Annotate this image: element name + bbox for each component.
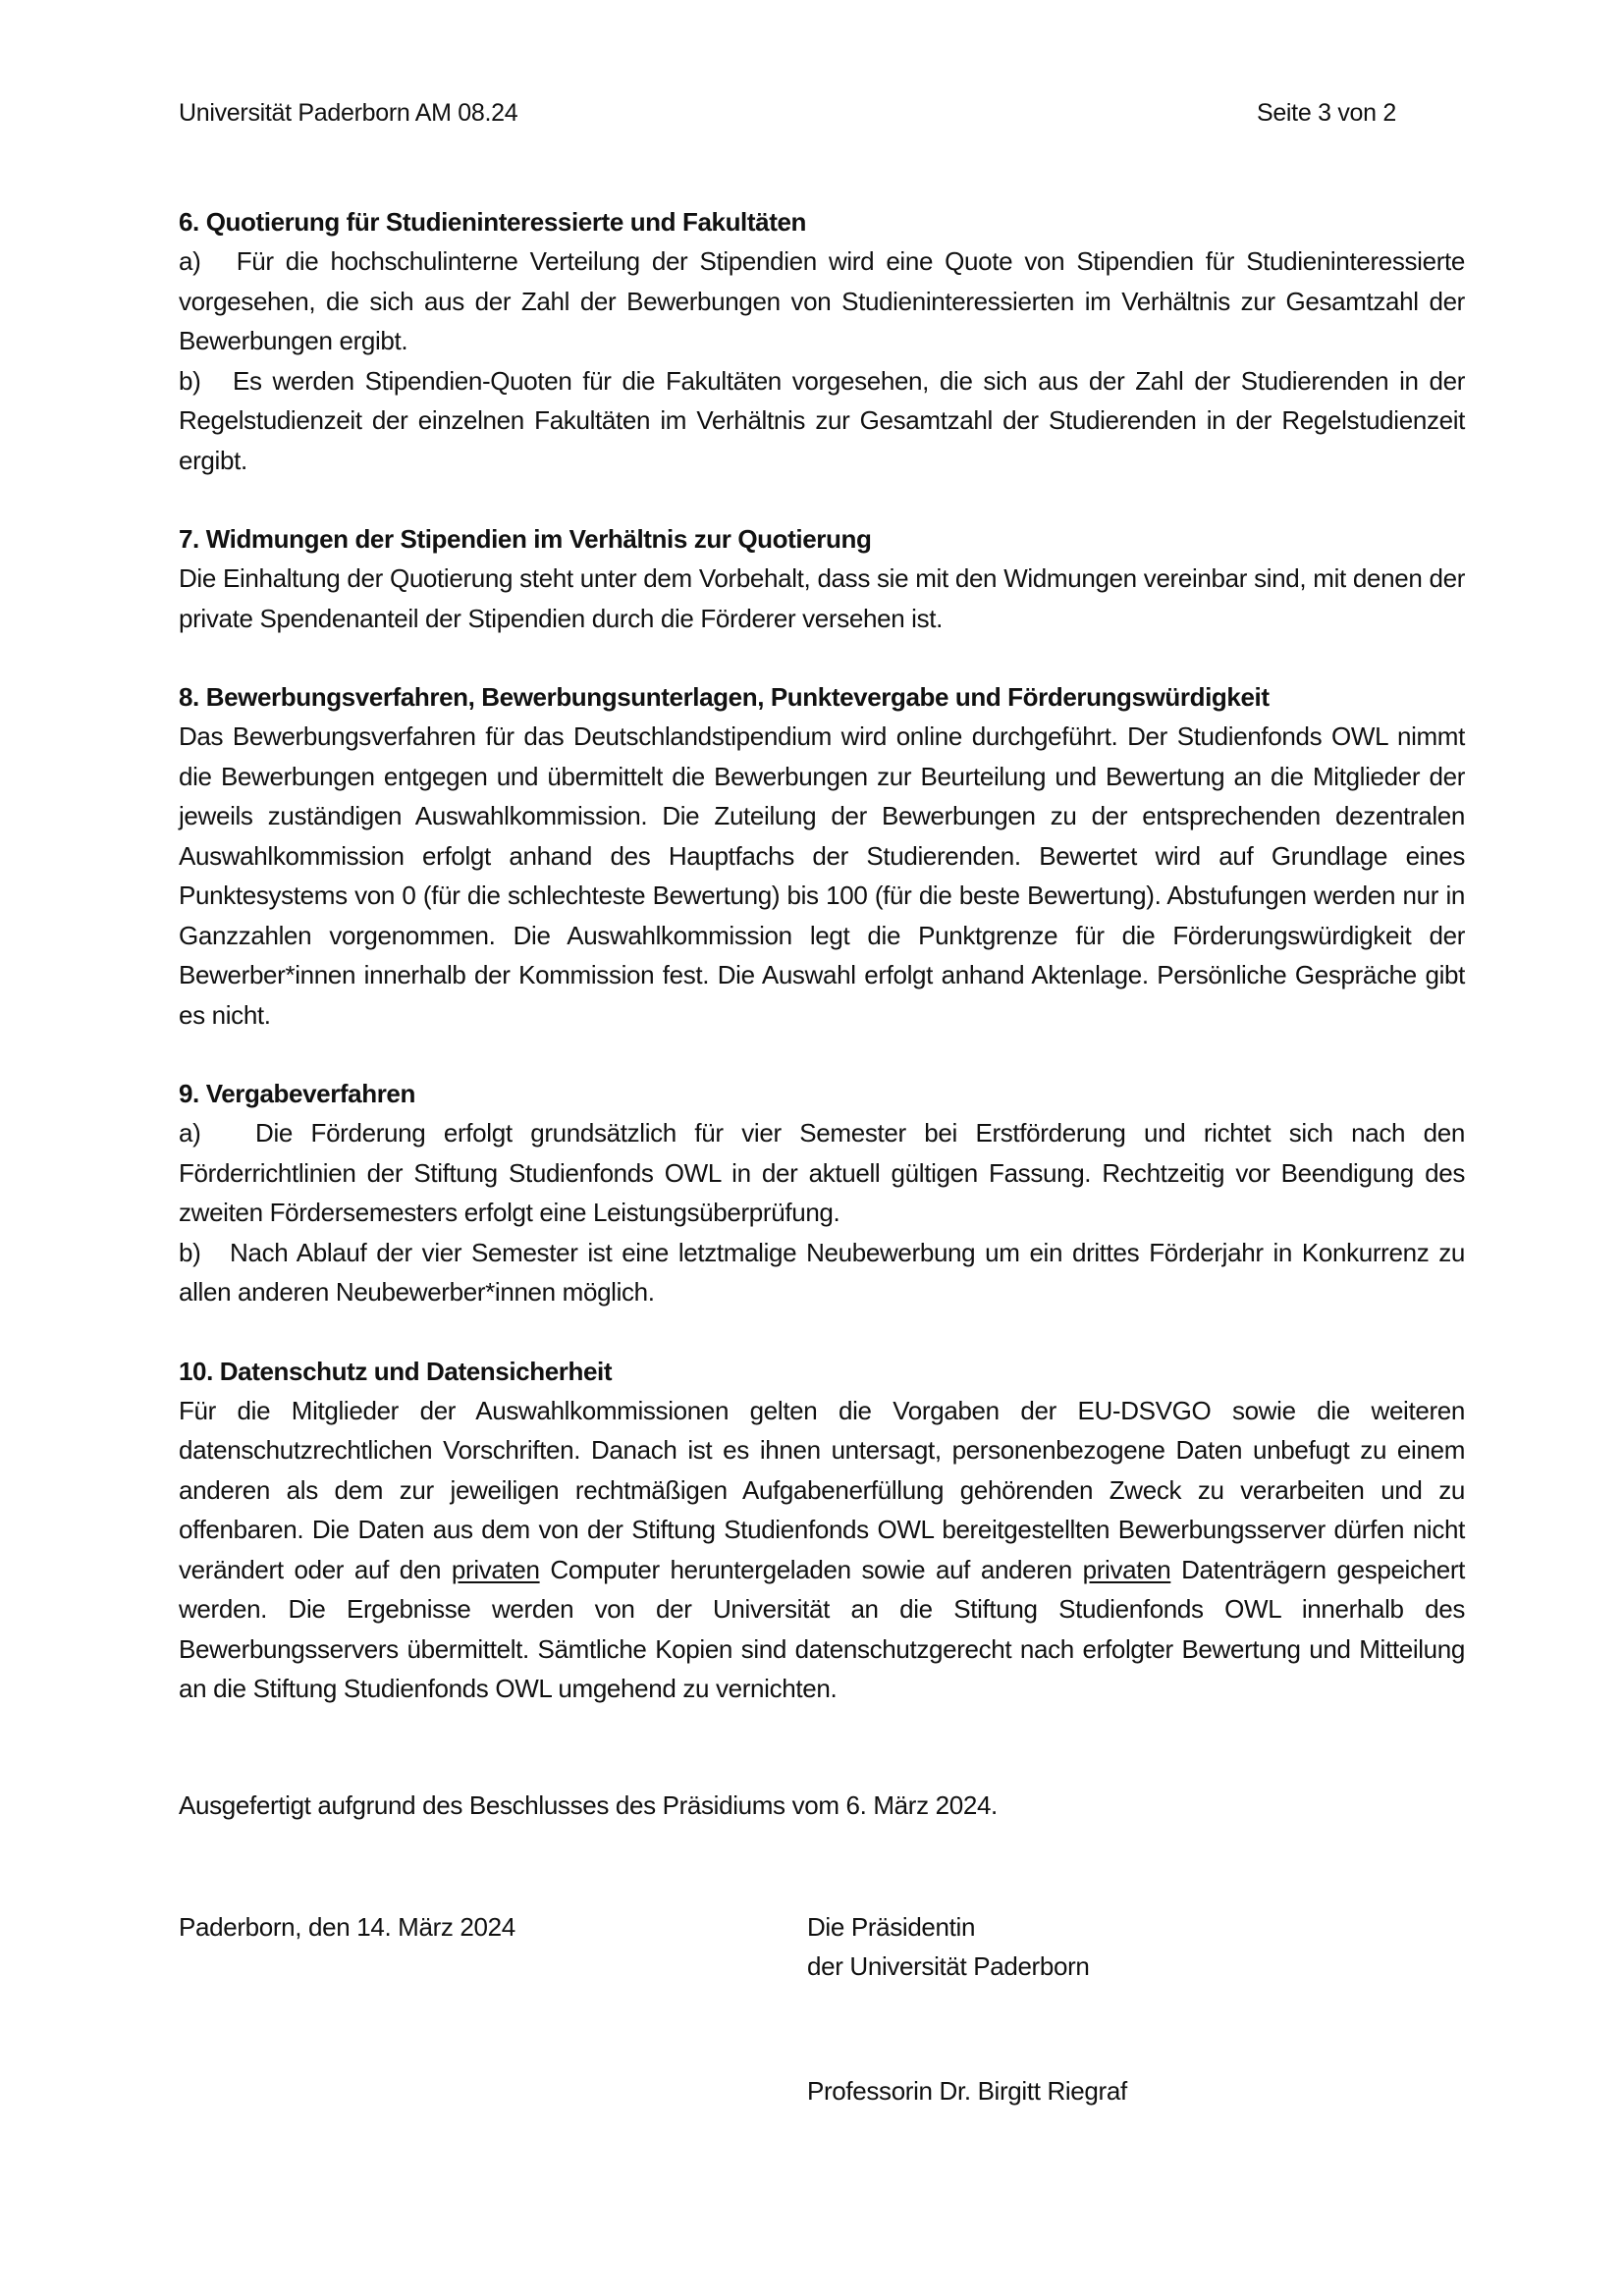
section-6-paragraph-a: a) Für die hochschulinterne Verteilung der Stipendien wird eine Quote von Stipendien für Studieninteressierte vorgesehen, die sich aus der Zahl der Bewerbungen von Studieninteressierten im Verhältnis zur Gesamtzahl der Bewerbungen ergibt. — [179, 246, 1465, 355]
section-10-underlined-privaten-2: privaten — [1082, 1554, 1171, 1584]
place-and-date: Paderborn, den 14. März 2024 — [179, 1912, 515, 1942]
signatory-title-line-2: der Universität Paderborn — [807, 1951, 1090, 1981]
section-7-paragraph: Die Einhaltung der Quotierung steht unter dem Vorbehalt, dass sie mit den Widmungen vereinbar sind, mit denen der private Spendenanteil der Stipendien durch die Förderer versehen ist. — [179, 563, 1465, 633]
section-6-paragraph-b: b) Es werden Stipendien-Quoten für die Fakultäten vorgesehen, die sich aus der Zahl der Studierenden in der Regelstudienzeit der einzelnen Fakultäten im Verhältnis zur Gesamtzahl der Studierenden in der Regelstudienzeit ergibt. — [179, 365, 1465, 475]
section-8 — [179, 677, 1465, 1035]
section-7 — [179, 519, 1465, 638]
section-10-text-part-3: Datenträgern gespeichert werden. Die Ergebnisse werden von der Universität an die Stiftung Studienfonds OWL innerhalb des Bewerbungsservers übermittelt. Sämtliche Kopien sind datenschutzgerecht nach erfolgter Bewertung und Mitteilung an die Stiftung Studienfonds OWL umgehend zu vernichten. — [179, 1554, 1466, 1703]
section-10-text-part-1: Für die Mitglieder der Auswahlkommissionen gelten die Vorgaben der EU-DSVGO sowie die weiteren datenschutzrechtlichen Vorschriften. Danach ist es ihnen untersagt, personenbezogene Daten unbefugt zu einem anderen als dem zur jeweiligen rechtmäßigen Aufgabenerfüllung gehörenden Zweck zu verarbeiten und zu offenbaren. Die Daten aus dem von der Stiftung Studienfonds OWL bereitgestellten Bewerbungsserver dürfen nicht verändert oder auf den — [179, 1395, 1465, 1584]
section-8-paragraph: Das Bewerbungsverfahren für das Deutschlandstipendium wird online durchgeführt. Der Studienfonds OWL nimmt die Bewerbungen entgegen und übermittelt die Bewerbungen zur Beurteilung und Bewertung an die Mitglieder der jeweils zuständigen Auswahlkommission. Die Zuteilung der Bewerbungen zu der entsprechenden dezentralen Auswahlkommission erfolgt anhand des Hauptfachs der Studierenden. Bewertet wird auf Grundlage eines Punktesystems von 0 (für die schlechteste Bewertung) bis 100 (für die beste Bewertung). Abstufungen werden nur in Ganzzahlen vorgenommen. Die Auswahlkommission legt die Punktgrenze für die Förderungswürdigkeit der Bewerber*innen innerhalb der Kommission fest. Die Auswahl erfolgt anhand Aktenlage. Persönliche Gespräche gibt es nicht. — [179, 721, 1465, 1030]
page-header — [179, 99, 1396, 133]
section-9-paragraph-b: b) Nach Ablauf der vier Semester ist eine letztmalige Neubewerbung um ein drittes Förderjahr in Konkurrenz zu allen anderen Neubewerber*innen möglich. — [179, 1237, 1465, 1307]
section-10-underlined-privaten-1: privaten — [451, 1554, 540, 1584]
document-body — [179, 202, 1465, 1748]
closing-note: Ausgefertigt aufgrund des Beschlusses des Präsidiums vom 6. März 2024. — [179, 1790, 998, 1820]
section-8-title: 8. Bewerbungsverfahren, Bewerbungsunterlagen, Punktevergabe und Förderungswürdigkeit — [179, 682, 1270, 712]
signatory-name: Professorin Dr. Birgitt Riegraf — [807, 2076, 1127, 2106]
header-page-number: Seite 3 von 2 — [1256, 99, 1396, 127]
signatory-title-line-1: Die Präsidentin — [807, 1912, 976, 1942]
header-document-ref: Universität Paderborn AM 08.24 — [179, 99, 518, 127]
section-10 — [179, 1352, 1465, 1709]
section-9-title: 9. Vergabeverfahren — [179, 1079, 415, 1108]
section-9 — [179, 1074, 1465, 1312]
section-6 — [179, 202, 1465, 480]
section-6-title: 6. Quotierung für Studieninteressierte und Fakultäten — [179, 207, 806, 237]
signatory-title-block — [807, 1907, 1090, 1986]
section-7-title: 7. Widmungen der Stipendien im Verhältnis zur Quotierung — [179, 524, 872, 554]
section-10-paragraph — [179, 1391, 1465, 1709]
section-10-title: 10. Datenschutz und Datensicherheit — [179, 1356, 613, 1386]
section-9-paragraph-a: a) Die Förderung erfolgt grundsätzlich für vier Semester bei Erstförderung und richtet sich nach den Förderrichtlinien der Stiftung Studienfonds OWL in der aktuell gültigen Fassung. Rechtzeitig vor Beendigung des zweiten Fördersemesters erfolgt eine Leistungsüberprüfung. — [179, 1118, 1465, 1227]
section-10-text-part-2: Computer heruntergeladen sowie auf anderen — [550, 1554, 1072, 1584]
